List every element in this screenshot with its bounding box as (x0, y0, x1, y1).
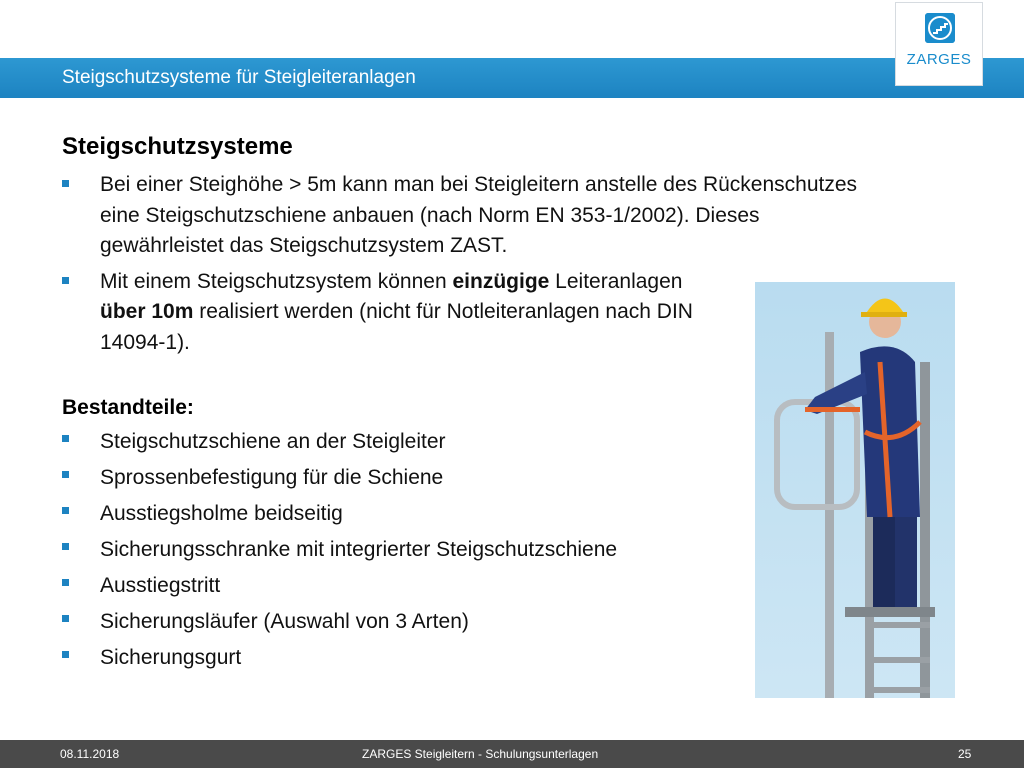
bullet-icon (62, 579, 69, 586)
logo-text: ZARGES (906, 51, 972, 68)
component-label: Ausstiegstritt (100, 574, 221, 597)
component-label: Steigschutzschiene an der Steigleiter (100, 430, 446, 453)
zarges-logo (895, 2, 983, 86)
component-label: Sicherungsgurt (100, 646, 242, 669)
intro-item (62, 170, 882, 262)
intro-text: Mit einem Steigschutzsystem können (100, 269, 453, 293)
bullet-icon (62, 615, 69, 622)
intro-text: Leiteranlagen (549, 269, 683, 293)
footer-title: ZARGES Steigleitern - Schulungsunterlagen (362, 747, 599, 761)
intro-bold-text: einzügige (452, 269, 550, 293)
component-label: Sicherungsschranke mit integrierter Steigschutzschiene (100, 538, 618, 561)
intro-bold-text: über 10m (100, 300, 194, 323)
intro-item (62, 267, 720, 359)
page-number: 25 (958, 747, 972, 761)
component-label: Ausstiegsholme beidseitig (100, 502, 343, 525)
worker-on-ladder-illustration (755, 282, 955, 698)
bullet-icon (62, 471, 69, 478)
intro-text: Bei einer Steighöhe > 5m kann man bei Steigleitern anstelle des Rückenschutzes eine Steigschutzschiene anbauen (nach Norm EN 353-1/2002). Dieses gewährleistet das Steigschutzsystem ZAST. (100, 173, 858, 257)
section-heading: Steigschutzsysteme (62, 133, 293, 160)
ladder-worker-photo (755, 282, 955, 698)
footer-date: 08.11.2018 (60, 747, 120, 761)
stairs-logo-icon (925, 13, 955, 43)
bullet-icon (62, 435, 69, 442)
bullet-icon (62, 507, 69, 514)
footer-bar (0, 740, 1024, 768)
component-label: Sicherungsläufer (Auswahl von 3 Arten) (100, 610, 469, 633)
bullet-icon (62, 651, 69, 658)
bullet-icon (62, 277, 69, 284)
slide-title: Steigschutzsysteme für Steigleiteranlagen (62, 67, 416, 88)
intro-text: realisiert werden (nicht für Notleiteranlagen nach DIN 14094-1). (100, 300, 693, 354)
bullet-icon (62, 180, 69, 187)
bullet-icon (62, 543, 69, 550)
header-band (0, 58, 1024, 98)
component-label: Sprossenbefestigung für die Schiene (100, 466, 444, 489)
components-heading: Bestandteile: (62, 396, 194, 419)
